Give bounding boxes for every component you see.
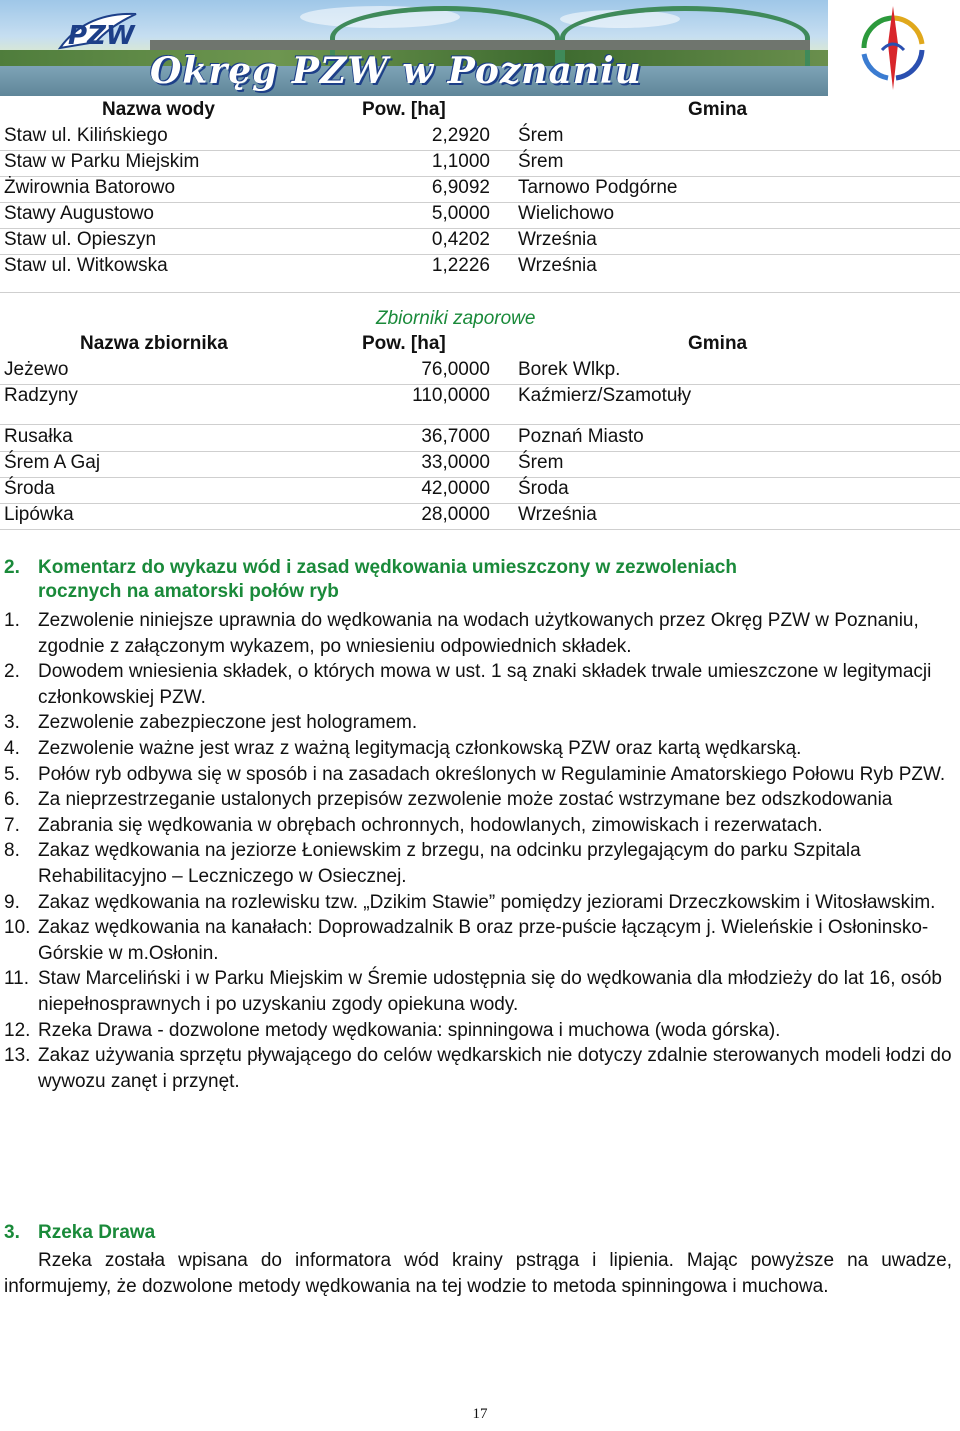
table-row: [0, 359, 960, 385]
cell-area: 42,0000: [421, 478, 490, 499]
col-header-gmina: Gmina: [688, 333, 748, 354]
cell-area: 0,4202: [431, 229, 490, 250]
section3-paragraph: Rzeka została wpisana do informatora wód krainy pstrąga i lipienia. Mając powyższe na uwadze, informujemy, że dozwolone metody wędkowania na tej wodzie to metoda spinningowa i muchowa.: [4, 1250, 952, 1297]
cell-name: Śrem A Gaj: [4, 452, 101, 473]
section2-title-line2: rocznych na amatorski połów ryb: [38, 581, 339, 602]
item-text: Zakaz wędkowania na kanałach: Doprowadzalnik B oraz prze-puście łączącym j. Wieleńskie i Osłoninsko-Górskie w m.Osłonin.: [38, 917, 929, 964]
cell-name: Staw w Parku Miejskim: [4, 151, 200, 172]
table-row: [0, 151, 960, 177]
cell-gmina: Wielichowo: [518, 203, 615, 224]
item-text: Zezwolenie ważne jest wraz z ważną legitymacją członkowską PZW oraz kartą wędkarską.: [38, 737, 802, 759]
item-text: Zakaz wędkowania na jeziorze Łoniewskim z brzegu, na odcinku przylegającym do parku Szpitala Rehabilitacyjno – Leczniczego w Osiecznej.: [38, 840, 861, 887]
cell-gmina: Śrem: [518, 452, 564, 473]
cell-name: Lipówka: [4, 504, 74, 525]
cell-area: 33,0000: [421, 452, 490, 473]
cell-name: Staw ul. Opieszyn: [4, 229, 157, 250]
table-row: [0, 177, 960, 203]
list-item: [4, 736, 954, 762]
reservoirs-title: Zbiorniki zaporowe: [376, 308, 536, 329]
list-item: [4, 659, 954, 710]
cell-area: 2,2920: [431, 125, 490, 146]
cell-name: Rusałka: [4, 426, 73, 447]
cell-area: 110,0000: [412, 385, 490, 406]
list-item: [4, 966, 954, 1017]
item-text: Zakaz wędkowania na rozlewisku tzw. „Dzikim Stawie” pomiędzy jeziorami Drzeczkowskim i Witosławskim.: [38, 891, 936, 913]
cell-gmina: Września: [518, 229, 597, 250]
list-item: [4, 762, 954, 788]
list-item: [4, 1043, 954, 1094]
cell-name: Jeżewo: [4, 359, 69, 380]
list-item: [4, 838, 954, 889]
item-number: 5.: [4, 763, 20, 785]
list-item: [4, 608, 954, 659]
cell-name: Stawy Augustowo: [4, 203, 154, 224]
section3-heading: [4, 1222, 155, 1244]
cell-gmina: Śrem: [518, 125, 564, 146]
item-text: Połów ryb odbywa się w sposób i na zasadach określonych w Regulaminie Amatorskiego Połowu Ryb PZW.: [38, 763, 946, 785]
col-header-area: Pow. [ha]: [362, 99, 446, 120]
list-item: [4, 915, 954, 966]
cell-area: 1,1000: [431, 151, 490, 172]
cell-gmina: Środa: [518, 478, 569, 499]
item-number: 4.: [4, 737, 20, 759]
section2-number: 2.: [4, 557, 20, 578]
item-number: 12.: [4, 1019, 31, 1041]
cell-area: 76,0000: [421, 359, 490, 380]
table2-header: [0, 333, 960, 359]
item-number: 6.: [4, 789, 20, 811]
list-item: [4, 1018, 954, 1044]
item-text: Rzeka Drawa - dozwolone metody wędkowania: spinningowa i muchowa (woda górska).: [38, 1019, 781, 1041]
list-item: [4, 890, 954, 916]
cell-name: Staw ul. Witkowska: [4, 255, 168, 276]
cell-name: Staw ul. Kilińskiego: [4, 125, 168, 146]
table-row: [0, 255, 960, 293]
section3-title: Rzeka Drawa: [38, 1222, 156, 1243]
cell-gmina: Kaźmierz/Szamotuły: [518, 385, 692, 406]
item-number: 9.: [4, 891, 20, 913]
list-item: [4, 710, 954, 736]
item-text: Za nieprzestrzeganie ustalonych przepisów zezwolenie może zostać wstrzymane bez odszkodowania: [38, 789, 893, 811]
item-text: Zabrania się wędkowania w obrębach ochronnych, hodowlanych, zimowiskach i rezerwatach.: [38, 814, 823, 836]
item-number: 3.: [4, 712, 20, 734]
table-row: [0, 452, 960, 478]
cell-area: 5,0000: [431, 203, 490, 224]
table-row: [0, 203, 960, 229]
col-header-name: Nazwa wody: [102, 99, 215, 120]
table1-header: [0, 99, 960, 125]
col-header-name: Nazwa zbiornika: [80, 333, 228, 354]
col-header-gmina: Gmina: [688, 99, 748, 120]
cell-name: Radzyny: [4, 385, 78, 406]
table-row: [0, 426, 960, 452]
section2-heading: [4, 556, 737, 604]
section3-number: 3.: [4, 1222, 20, 1243]
svg-text:PZW: PZW: [68, 21, 135, 51]
table-row: [0, 229, 960, 255]
cell-area: 28,0000: [421, 504, 490, 525]
item-text: Staw Marceliński i w Parku Miejskim w Śremie udostępnia się do wędkowania dla młodzieży do lat 16, osób niepełnosprawnych i po uzyskaniu zgody opiekuna wody.: [38, 968, 942, 1015]
rules-list: [4, 608, 954, 1094]
item-number: 1.: [4, 610, 20, 631]
cell-gmina: Poznań Miasto: [518, 426, 644, 447]
col-header-area: Pow. [ha]: [362, 333, 446, 354]
item-number: 13.: [4, 1045, 31, 1067]
cell-gmina: Września: [518, 504, 597, 525]
pzw-logo-mark: [56, 8, 142, 56]
cell-area: 6,9092: [431, 177, 490, 198]
item-text: Dowodem wniesienia składek, o których mowa w ust. 1 są znaki składek trwale umieszczone w legitymacji członkowskiej PZW.: [38, 661, 932, 708]
cell-area: 1,2226: [431, 255, 490, 276]
item-number: 11.: [4, 968, 30, 990]
cell-name: Żwirownia Batorowo: [4, 177, 176, 198]
list-item: [4, 787, 954, 813]
header-banner: [0, 0, 960, 96]
pzw-emblem-icon: [834, 4, 952, 92]
cell-gmina: Tarnowo Podgórne: [518, 177, 678, 198]
item-number: 8.: [4, 840, 20, 862]
item-number: 7.: [4, 814, 20, 836]
cell-area: 36,7000: [421, 426, 490, 447]
page-number: 17: [472, 1406, 488, 1422]
table-row: [0, 504, 960, 530]
cell-gmina: Września: [518, 255, 597, 276]
section2-title-line1: Komentarz do wykazu wód i zasad wędkowania umieszczony w zezwoleniach: [38, 557, 737, 578]
cell-gmina: Borek Wlkp.: [518, 359, 621, 380]
table-row: [0, 478, 960, 504]
cell-name: Środa: [4, 478, 55, 499]
cell-gmina: Śrem: [518, 151, 564, 172]
item-text: Zakaz używania sprzętu pływającego do celów wędkarskich nie dotyczy zdalnie sterowanych modeli łodzi do wywozu zanęt i przynęt.: [38, 1045, 952, 1092]
logo-title: Okręg PZW w Poznaniu: [150, 50, 642, 92]
table-row: [0, 125, 960, 151]
list-item: [4, 813, 954, 839]
item-text: Zezwolenie zabezpieczone jest hologramem.: [38, 712, 418, 734]
item-text: Zezwolenie niniejsze uprawnia do wędkowania na wodach użytkowanych przez Okręg PZW w Poznaniu, zgodnie z załączonym wykazem, po wniesieniu odpowiednich składek.: [38, 610, 919, 657]
item-number: 10.: [4, 917, 31, 939]
table-row: [0, 385, 960, 425]
item-number: 2.: [4, 661, 20, 683]
